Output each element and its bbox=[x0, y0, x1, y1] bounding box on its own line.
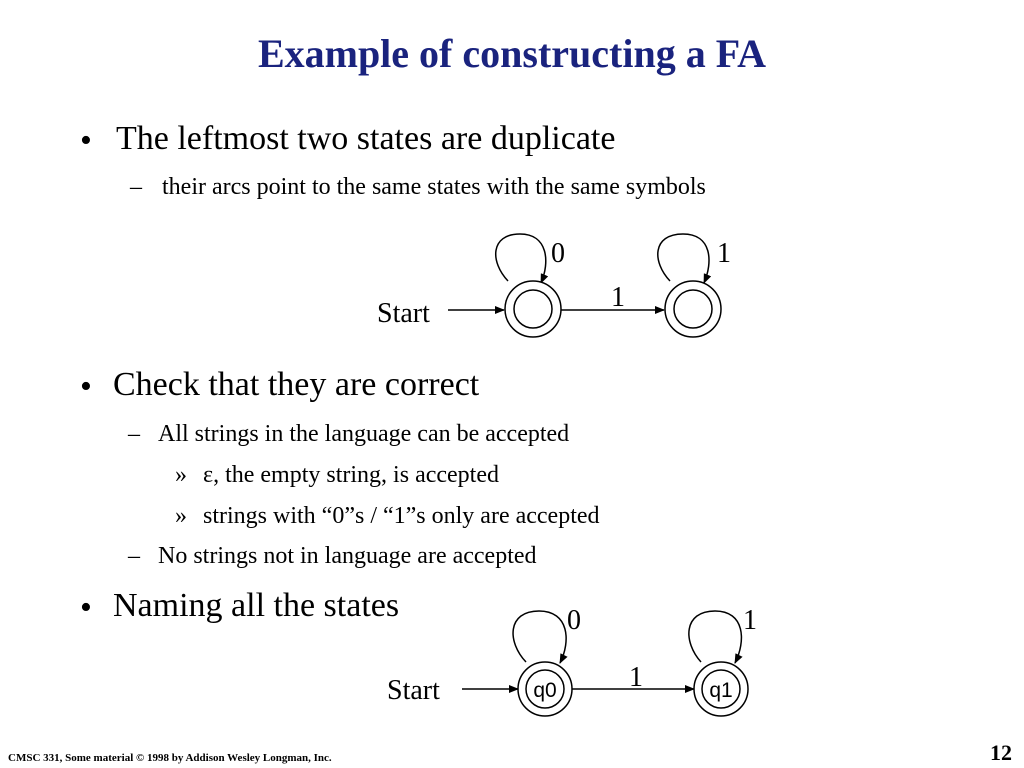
sub-bullet-marker: – bbox=[128, 543, 140, 569]
page-number: 12 bbox=[990, 740, 1012, 765]
bullet-marker: • bbox=[80, 589, 92, 626]
transition-symbol: 1 bbox=[611, 282, 625, 313]
state-label: q1 bbox=[709, 679, 733, 702]
state-label: q0 bbox=[533, 679, 557, 702]
transition-symbol: 1 bbox=[743, 605, 757, 636]
bullet-marker: • bbox=[80, 368, 92, 405]
sub-sub-bullet-marker: » bbox=[175, 503, 187, 529]
sub-sub-bullet-text: ε, the empty string, is accepted bbox=[203, 462, 499, 488]
sub-bullet-text: All strings in the language can be accepted bbox=[158, 421, 570, 447]
self-loop-arrow bbox=[689, 611, 742, 663]
transition-symbol: 0 bbox=[551, 238, 565, 269]
self-loop-arrow bbox=[513, 611, 566, 663]
start-label: Start bbox=[377, 298, 430, 329]
footer-copyright: CMSC 331, Some material © 1998 by Addison Wesley Longman, Inc. bbox=[8, 752, 332, 764]
sub-bullet-text: their arcs point to the same states with the same symbols bbox=[162, 174, 706, 200]
start-label: Start bbox=[387, 675, 440, 706]
sub-sub-bullet-marker: » bbox=[175, 462, 187, 488]
bullet-text: Check that they are correct bbox=[113, 366, 480, 403]
transition-symbol: 0 bbox=[567, 605, 581, 636]
transition-symbol: 1 bbox=[629, 662, 643, 693]
sub-sub-bullet-text: strings with “0”s / “1”s only are accepted bbox=[203, 503, 600, 529]
self-loop-arrow bbox=[496, 234, 546, 283]
bullet-marker: • bbox=[80, 122, 92, 159]
bullet-text: The leftmost two states are duplicate bbox=[116, 120, 616, 157]
sub-bullet-marker: – bbox=[128, 421, 140, 447]
transition-symbol: 1 bbox=[717, 238, 731, 269]
sub-bullet-marker: – bbox=[130, 174, 142, 200]
self-loop-arrow bbox=[658, 234, 709, 283]
sub-bullet-text: No strings not in language are accepted bbox=[158, 543, 537, 569]
bullet-text: Naming all the states bbox=[113, 587, 400, 624]
slide-title: Example of constructing a FA bbox=[257, 31, 767, 76]
